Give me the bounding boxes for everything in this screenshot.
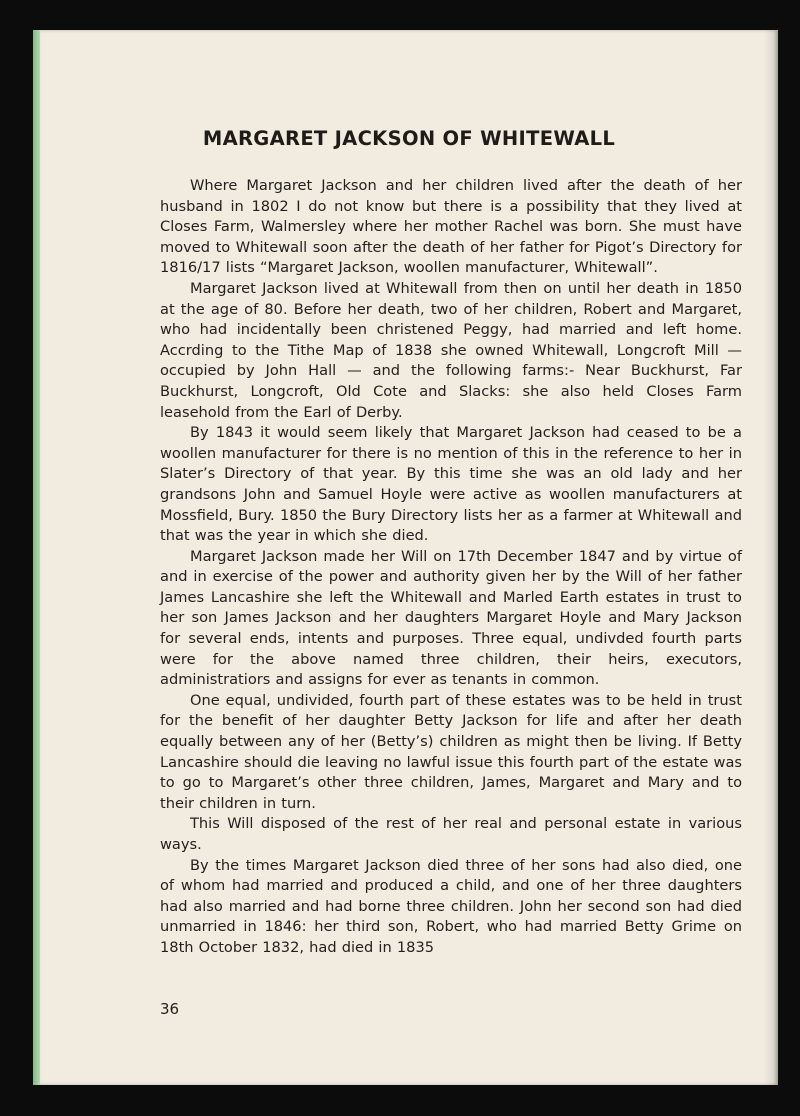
paragraph: By the times Margaret Jackson died three of her sons had also died, one of whom had married and produced a child, and one of her three daughters had also married and had borne three children. John her second son had died unmarried in 1846: her third son, Robert, who had married Betty Grime on 18th October 1832, had died in 1835: [160, 856, 742, 956]
page-title: MARGARET JACKSON OF WHITEWALL: [202, 127, 616, 150]
page-gutter-shadow: [764, 30, 778, 1085]
paragraph: One equal, undivided, fourth part of these estates was to be held in trust for the benefit of her daughter Betty Jackson for life and after her death equally between any of her (Betty’s) children as might then be living. If Betty Lancashire should die leaving no lawful issue this fourth part of the estate was to go to Margaret’s other three children, James, Margaret and Mary and to their children in turn.: [160, 691, 742, 812]
paragraph: Margaret Jackson made her Will on 17th December 1847 and by virtue of and in exercise of the power and authority given her by the Will of her father James Lancashire she left the Whitewall and Marled Earth estates in trust to her son James Jackson and her daughters Margaret Hoyle and Mary Jackson for several ends, intents and purposes. Three equal, undivded fourth parts were for the above named three children, their heirs, executors, administratiors and assigns for ever as tenants in common.: [160, 547, 742, 689]
paragraph: By 1843 it would seem likely that Margaret Jackson had ceased to be a woollen manufacturer for there is no mention of this in the reference to her in Slater’s Directory of that year. By this time she was an old lady and her grandsons John and Samuel Hoyle were active as woollen manufacturers at Mossfield, Bury. 1850 the Bury Directory lists her as a farmer at Whitewall and that was the year in which she died.: [160, 424, 742, 545]
book-page: [40, 30, 778, 1085]
page-number: 36: [160, 1000, 180, 1018]
paragraph: Where Margaret Jackson and her children lived after the death of her husband in 1802 I do not know but there is a possibility that they lived at Closes Farm, Walmersley where her mother Rachel was born. She must have moved to Whitewall soon after the death of her father for Pigot’s Directory for 1816/17 lists “Margaret Jackson, woollen manufacturer, Whitewall”.: [160, 177, 742, 277]
body-text: [160, 176, 742, 959]
paragraph: This Will disposed of the rest of her real and personal estate in various ways.: [160, 815, 742, 853]
paragraph: Margaret Jackson lived at Whitewall from then on until her death in 1850 at the age of 80. Before her death, two of her children, Robert and Margaret, who had incidentally been christened Peggy, had married and left home. Accrding to the Tithe Map of 1838 she owned Whitewall, Longcroft Mill — occupied by John Hall — and the following farms:- Near Buckhurst, Far Buckhurst, Longcroft, Old Cote and Slacks: she also held Closes Farm leasehold from the Earl of Derby.: [160, 279, 742, 421]
